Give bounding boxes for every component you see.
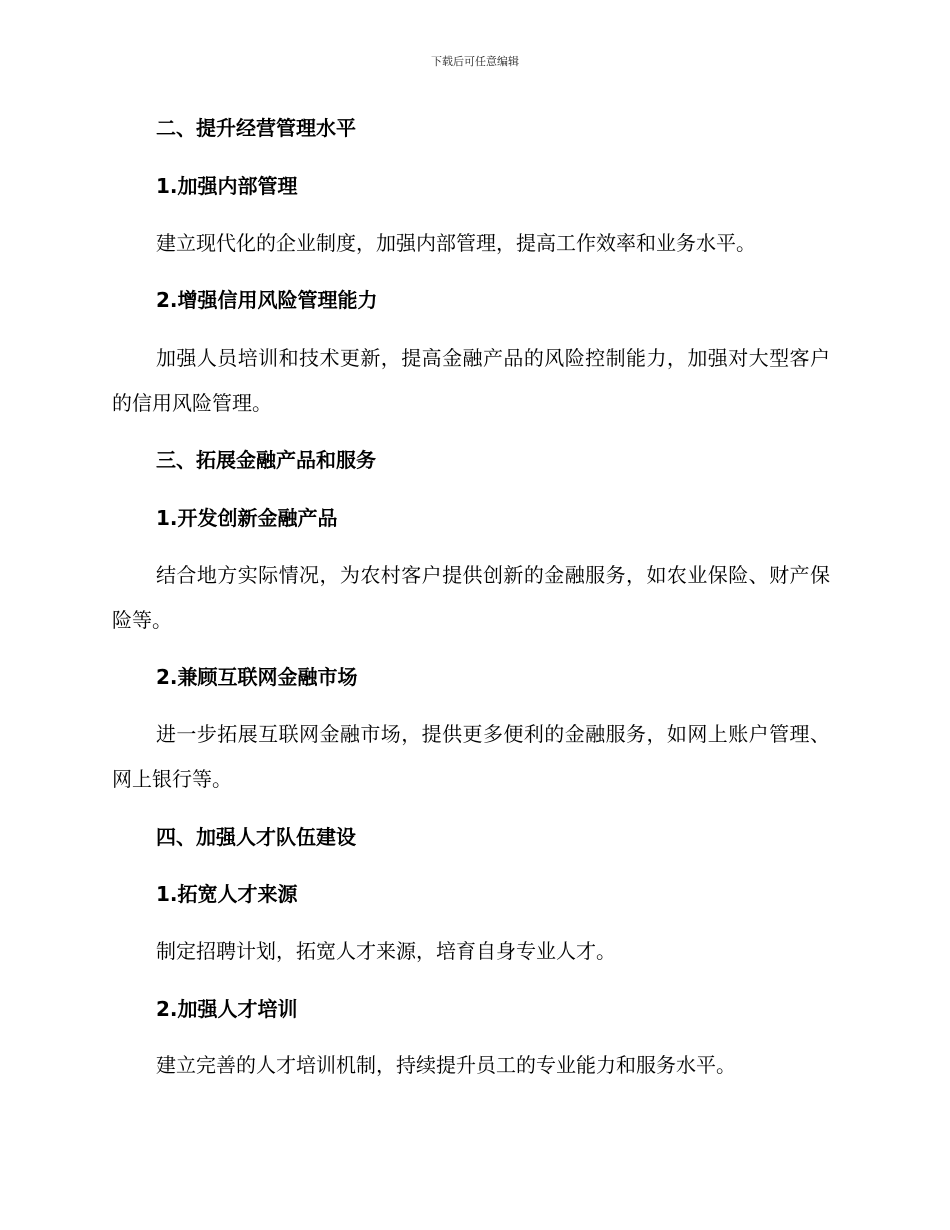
section-2-sub-2-paragraph: 加强人员培训和技术更新，提高金融产品的风险控制能力，加强对大型客户的信用风险管理。 (112, 346, 830, 415)
section-2-sub-2-heading: 2.增强信用风险管理能力 (156, 288, 378, 312)
section-3-sub-2-heading: 2.兼顾互联网金融市场 (156, 665, 358, 689)
section-2-sub-1-paragraph: 建立现代化的企业制度，加强内部管理，提高工作效率和业务水平。 (156, 231, 756, 255)
section-2-heading: 二、提升经营管理水平 (156, 116, 356, 140)
section-3-heading: 三、拓展金融产品和服务 (156, 448, 376, 472)
section-2-sub-1-heading: 1.加强内部管理 (156, 174, 298, 198)
section-4-sub-2-heading: 2.加强人才培训 (156, 997, 298, 1021)
section-3-sub-1-heading: 1.开发创新金融产品 (156, 506, 338, 530)
page-header: 下载后可任意编辑 (431, 55, 519, 68)
section-3-sub-2-paragraph: 进一步拓展互联网金融市场，提供更多便利的金融服务，如网上账户管理、网上银行等。 (112, 722, 830, 791)
section-4-heading: 四、加强人才队伍建设 (156, 825, 356, 849)
section-3-sub-1-paragraph: 结合地方实际情况，为农村客户提供创新的金融服务，如农业保险、财产保险等。 (112, 563, 830, 632)
section-4-sub-1-heading: 1.拓宽人才来源 (156, 882, 298, 906)
section-4-sub-2-paragraph: 建立完善的人才培训机制，持续提升员工的专业能力和服务水平。 (156, 1053, 736, 1077)
section-4-sub-1-paragraph: 制定招聘计划，拓宽人才来源，培育自身专业人才。 (156, 939, 616, 963)
